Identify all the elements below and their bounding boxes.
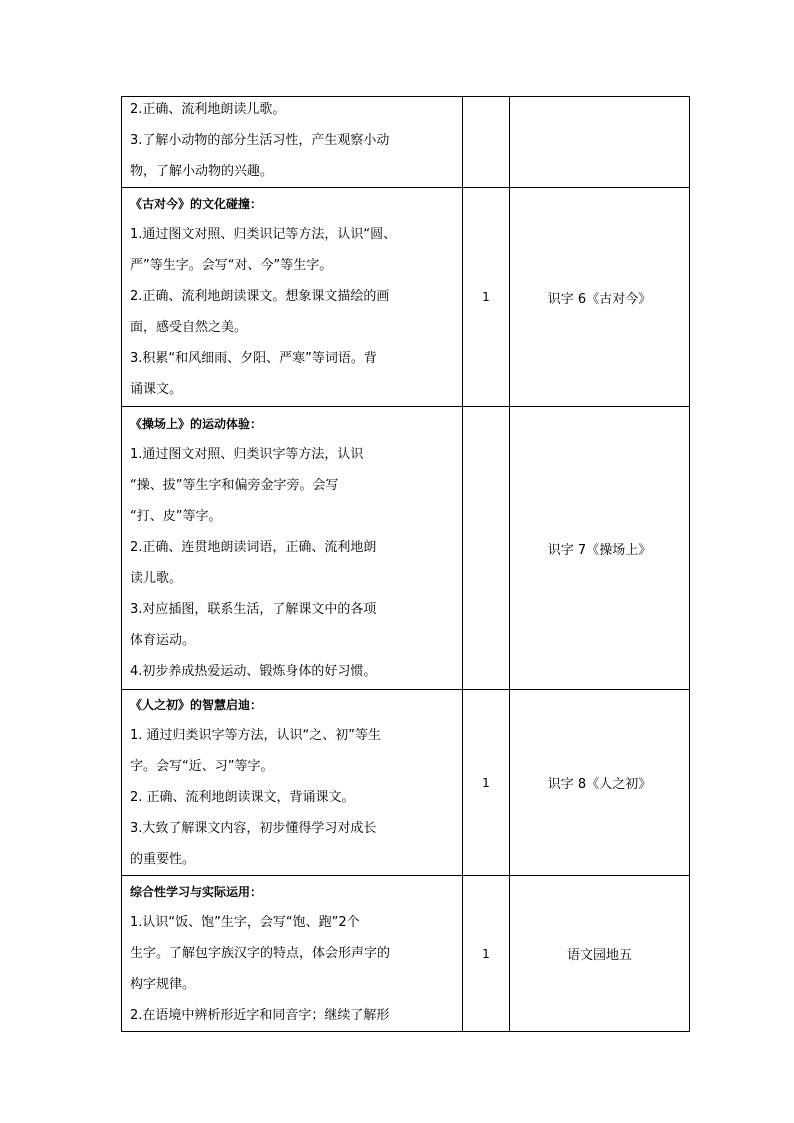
lesson-cell: 识字 8《人之初》 <box>510 690 690 876</box>
objective-line: 3.积累“和风细雨、夕阳、严寒”等词语。背 <box>130 351 377 366</box>
objective-line: 3.大致了解课文内容，初步懂得学习对成长 <box>130 821 377 836</box>
objective-line: 构字规律。 <box>130 976 196 992</box>
objective-line: 诵课文。 <box>130 382 183 397</box>
objective-line: 读儿歌。 <box>130 571 183 586</box>
objective-line: 2. 正确、流利地朗读课文，背诵课文。 <box>130 790 355 805</box>
objectives-cell <box>122 876 463 1032</box>
objectives-cell <box>122 97 463 188</box>
table-row <box>122 188 690 407</box>
hours-cell <box>463 97 510 188</box>
objective-line: 1.通过图文对照、归类识字等方法，认识 <box>130 447 364 462</box>
hours-cell: 1 <box>463 876 510 1032</box>
objective-line: 的重要性。 <box>130 852 196 867</box>
objective-line: 生字。了解包字族汉字的特点，体会形声字的 <box>130 945 391 961</box>
objective-line: 1.通过图文对照、归类识记等方法，认识“圆、 <box>130 227 397 242</box>
section-heading: 综合性学习与实际运用： <box>130 884 263 899</box>
objective-line: 2.正确、流利地朗读课文。想象课文描绘的画 <box>130 289 390 304</box>
objectives-cell <box>122 407 463 690</box>
lesson-cell: 识字 6《古对今》 <box>510 188 690 407</box>
table-row <box>122 876 690 1032</box>
objective-line: 2.在语境中辨析形近字和同音字；继续了解形 <box>130 1007 390 1023</box>
table-row <box>122 407 690 690</box>
objective-line: 体育运动。 <box>130 633 196 648</box>
hours-cell: 1 <box>463 188 510 407</box>
objective-line: 4.初步养成热爱运动、锻炼身体的好习惯。 <box>130 664 377 679</box>
objective-line: 物，了解小动物的兴趣。 <box>130 164 274 179</box>
objective-line: 2.正确、连贯地朗读词语，正确、流利地朗 <box>130 540 377 555</box>
section-heading: 《古对今》的文化碰撞： <box>130 197 263 211</box>
objective-line: 面，感受自然之美。 <box>130 320 248 335</box>
section-heading: 《人之初》的智慧启迪： <box>130 698 263 712</box>
objective-line: 1. 通过归类识字等方法，认识“之、初”等生 <box>130 728 382 743</box>
objective-line: 3.了解小动物的部分生活习性，产生观察小动 <box>130 133 390 148</box>
objective-line: 严”等生字。会写“对、今”等生字。 <box>130 258 333 273</box>
objective-line: 字。会写“近、习”等字。 <box>130 759 274 774</box>
lesson-cell <box>510 97 690 188</box>
hours-cell <box>463 407 510 690</box>
lesson-plan-table <box>121 96 690 1032</box>
lesson-cell: 识字 7《操场上》 <box>510 407 690 690</box>
objectives-cell <box>122 188 463 407</box>
objective-line: 1.认识“饭、饱”生字，会写“饱、跑”2个 <box>130 914 360 930</box>
objective-line: 3.对应插图，联系生活，了解课文中的各项 <box>130 602 377 617</box>
table-row <box>122 690 690 876</box>
section-heading: 《操场上》的运动体验： <box>130 417 263 431</box>
hours-cell: 1 <box>463 690 510 876</box>
objective-line: “操、拔”等生字和偏旁金字旁。会写 <box>130 478 339 493</box>
objective-line: “打、皮”等字。 <box>130 509 222 524</box>
objectives-cell <box>122 690 463 876</box>
lesson-cell: 语文园地五 <box>510 876 690 1032</box>
objective-line: 2.正确、流利地朗读儿歌。 <box>130 102 286 117</box>
table-row <box>122 97 690 188</box>
